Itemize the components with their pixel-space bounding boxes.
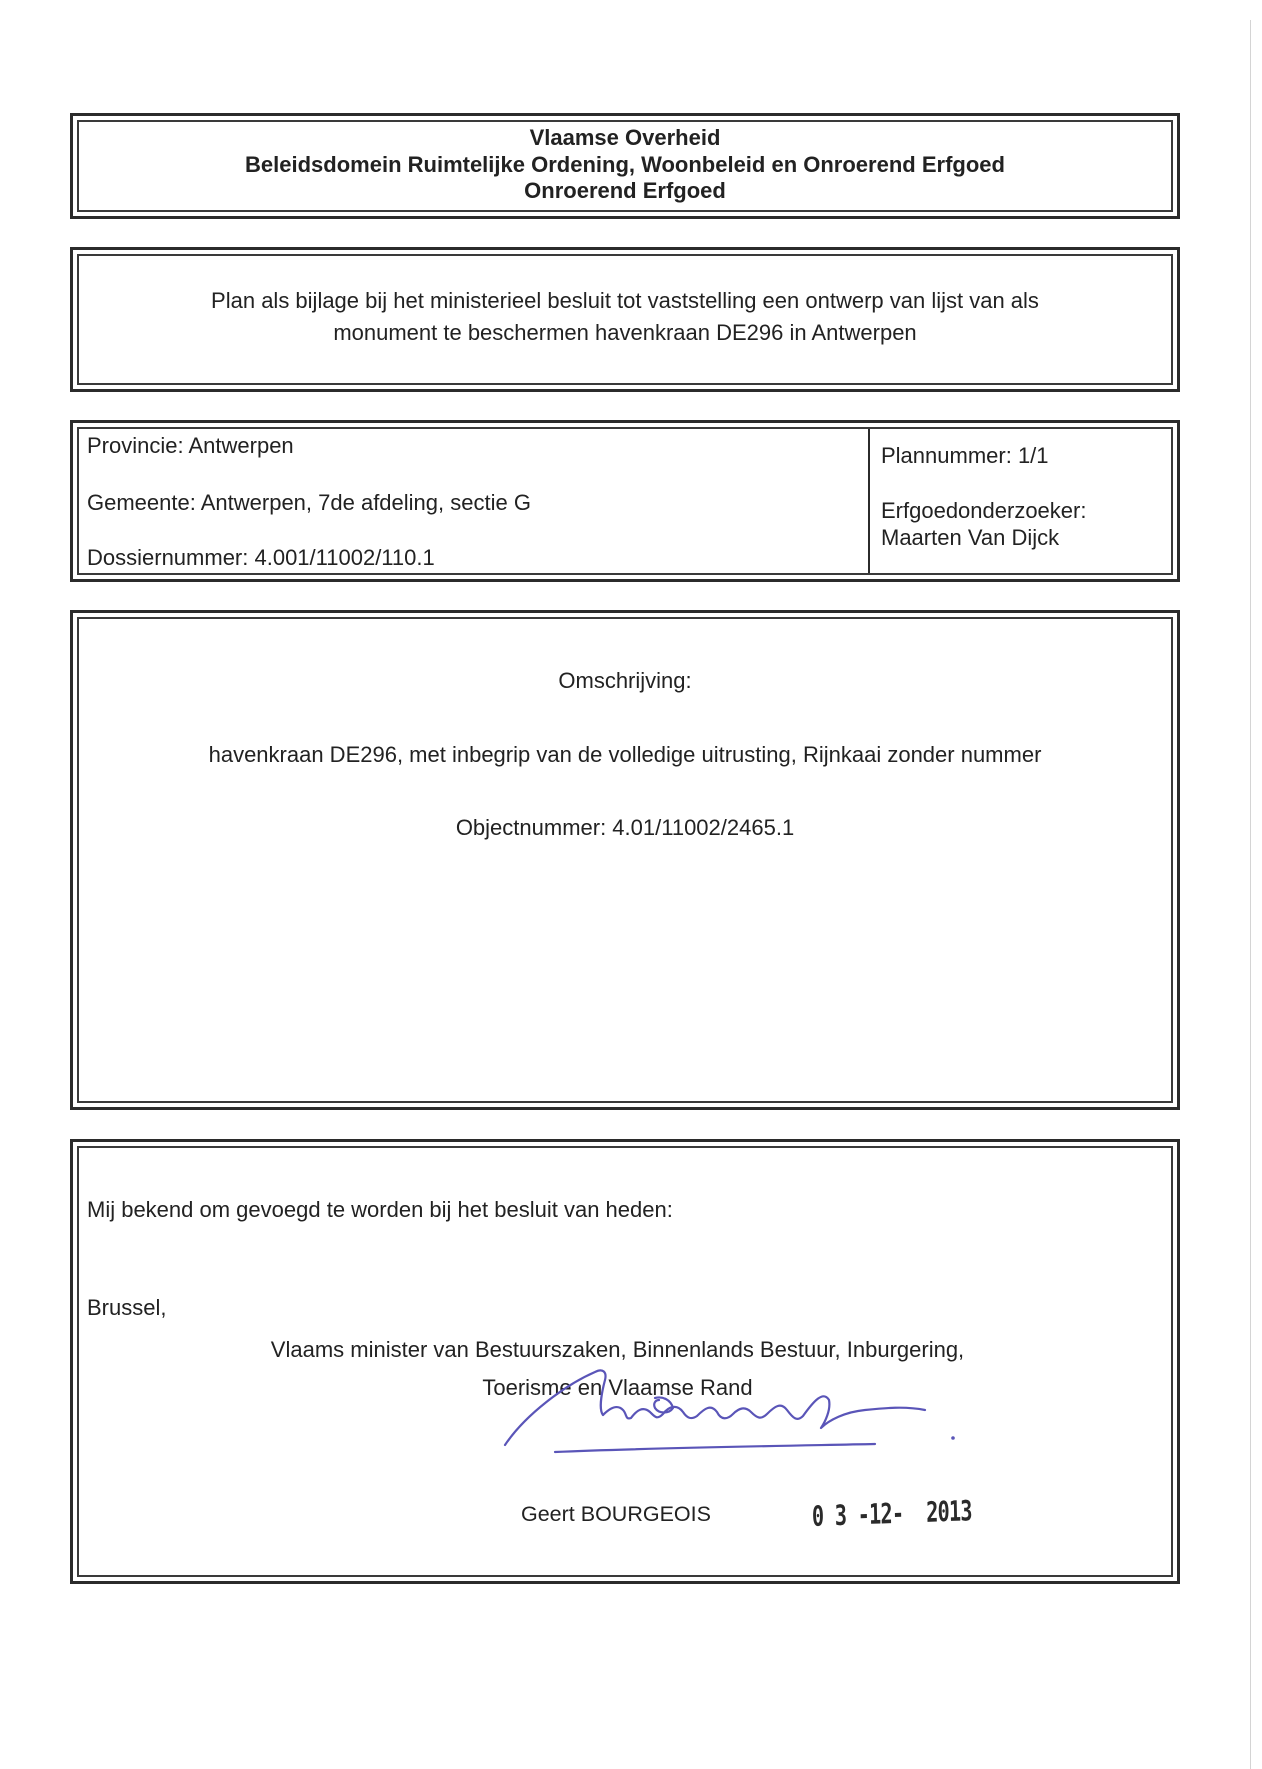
minister-title-line-2: Toerisme en Vlaamse Rand [482, 1375, 753, 1400]
description-box [70, 610, 1180, 1110]
date-stamp: 0 3 -12- 2013 [811, 1494, 973, 1533]
header-box [70, 113, 1180, 219]
header-line-1: Vlaamse Overheid [529, 125, 721, 150]
omschrijving-label: Omschrijving: [558, 668, 692, 693]
erfgoedonderzoeker-name: Maarten Van Dijck [881, 525, 1060, 550]
plan-title-line-1: Plan als bijlage bij het ministerieel besluit tot vaststelling een ontwerp van lijst van als [211, 288, 1039, 313]
objectnummer-text: Objectnummer: 4.01/11002/2465.1 [455, 815, 795, 840]
place-text: Brussel, [87, 1295, 167, 1320]
dossiernummer-text: Dossiernummer: 4.001/11002/110.1 [87, 545, 435, 570]
gemeente-text: Gemeente: Antwerpen, 7de afdeling, sectie G [87, 490, 531, 515]
header-line-2: Beleidsdomein Ruimtelijke Ordening, Woonbeleid en Onroerend Erfgoed [245, 152, 1005, 177]
description-text: havenkraan DE296, met inbegrip van de volledige uitrusting, Rijnkaai zonder nummer [208, 742, 1042, 767]
info-divider [868, 429, 870, 573]
scan-edge-line [1250, 20, 1251, 1769]
provincie-text: Provincie: Antwerpen [87, 433, 294, 458]
minister-title-line-1: Vlaams minister van Bestuurszaken, Binnenlands Bestuur, Inburgering, [270, 1337, 965, 1362]
approval-statement: Mij bekend om gevoegd te worden bij het besluit van heden: [87, 1197, 673, 1222]
plan-title-line-2: monument te beschermen havenkraan DE296 in Antwerpen [333, 320, 917, 345]
plan-title-box [70, 247, 1180, 392]
erfgoedonderzoeker-label: Erfgoedonderzoeker: [881, 498, 1087, 523]
plannummer-text: Plannummer: 1/1 [881, 443, 1049, 468]
header-line-3: Onroerend Erfgoed [524, 178, 726, 203]
signature-icon [495, 1360, 975, 1470]
info-box [70, 420, 1180, 582]
signatory-name: Geert BOURGEOIS [521, 1502, 711, 1526]
